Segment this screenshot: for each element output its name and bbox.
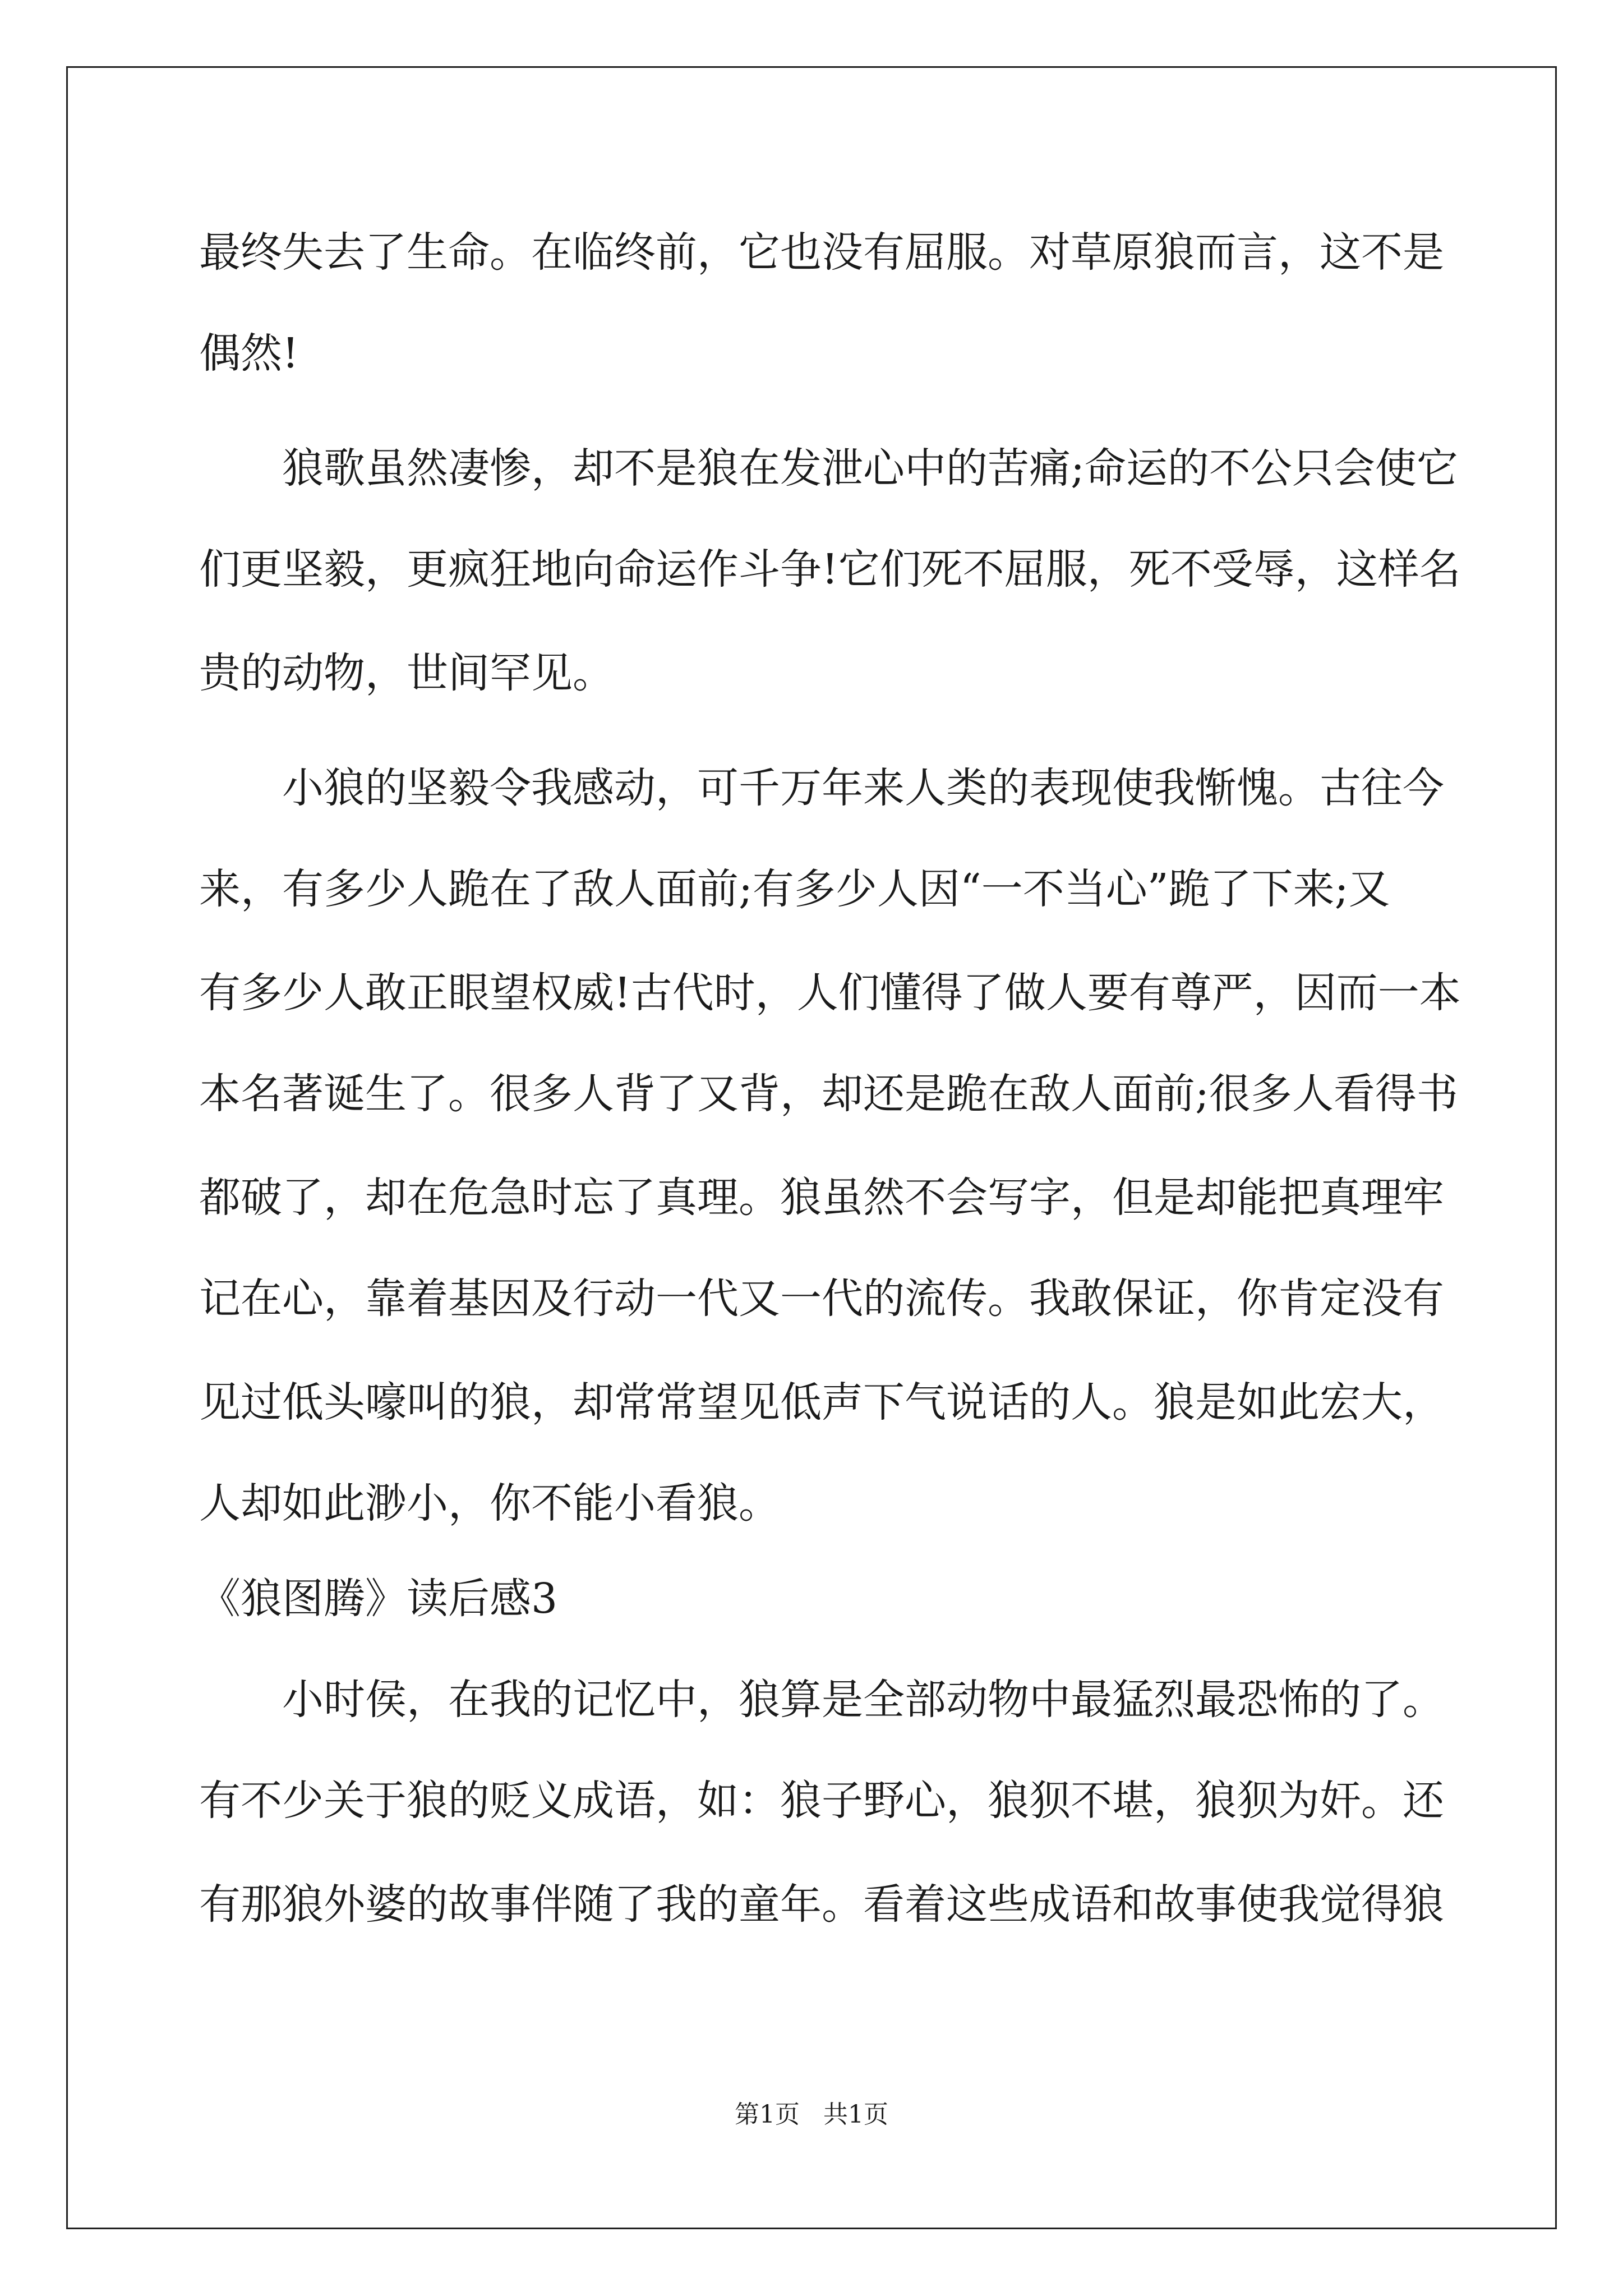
text-line: 来，有多少人跪在了敌人面前;有多少人因“一不当心”跪了下来;又 bbox=[199, 865, 1390, 913]
text-line: 有多少人敢正眼望权威!古代时，人们懂得了做人要有尊严，因而一本 bbox=[199, 969, 1461, 1017]
text-line: 们更坚毅，更疯狂地向命运作斗争!它们死不屈服，死不受辱，这样名 bbox=[199, 545, 1461, 593]
text-line: 有不少关于狼的贬义成语，如：狼子野心，狼狈不堪，狼狈为奸。还 bbox=[199, 1777, 1444, 1825]
text-line: 贵的动物，世间罕见。 bbox=[199, 649, 614, 697]
section-heading: 《狼图腾》读后感3 bbox=[199, 1575, 558, 1623]
text-line: 见过低头嚎叫的狼，却常常望见低声下气说话的人。狼是如此宏大， bbox=[199, 1378, 1444, 1427]
text-line: 人却如此渺小，你不能小看狼。 bbox=[199, 1479, 780, 1527]
text-line: 记在心，靠着基因及行动一代又一代的流传。我敢保证，你肯定没有 bbox=[199, 1274, 1444, 1323]
paragraph-first-line: 小狼的坚毅令我感动，可千万年来人类的表现使我惭愧。古往今 bbox=[199, 764, 1444, 812]
page-number-footer: 第1页 共1页 bbox=[735, 2100, 888, 2129]
text-line: 都破了，却在危急时忘了真理。狼虽然不会写字，但是却能把真理牢 bbox=[199, 1174, 1444, 1222]
text-line: 有那狼外婆的故事伴随了我的童年。看着这些成语和故事使我觉得狼 bbox=[199, 1880, 1444, 1929]
text-line: 偶然! bbox=[199, 329, 299, 378]
text-line: 本名著诞生了。很多人背了又背，却还是跪在敌人面前;很多人看得书 bbox=[199, 1070, 1458, 1118]
text-line: 最终失去了生命。在临终前，它也没有屈服。对草原狼而言，这不是 bbox=[199, 228, 1444, 277]
paragraph-first-line: 小时侯，在我的记忆中，狼算是全部动物中最猛烈最恐怖的了。 bbox=[199, 1676, 1444, 1724]
paragraph-first-line: 狼歌虽然凄惨，却不是狼在发泄心中的苦痛;命运的不公只会使它 bbox=[199, 444, 1458, 493]
